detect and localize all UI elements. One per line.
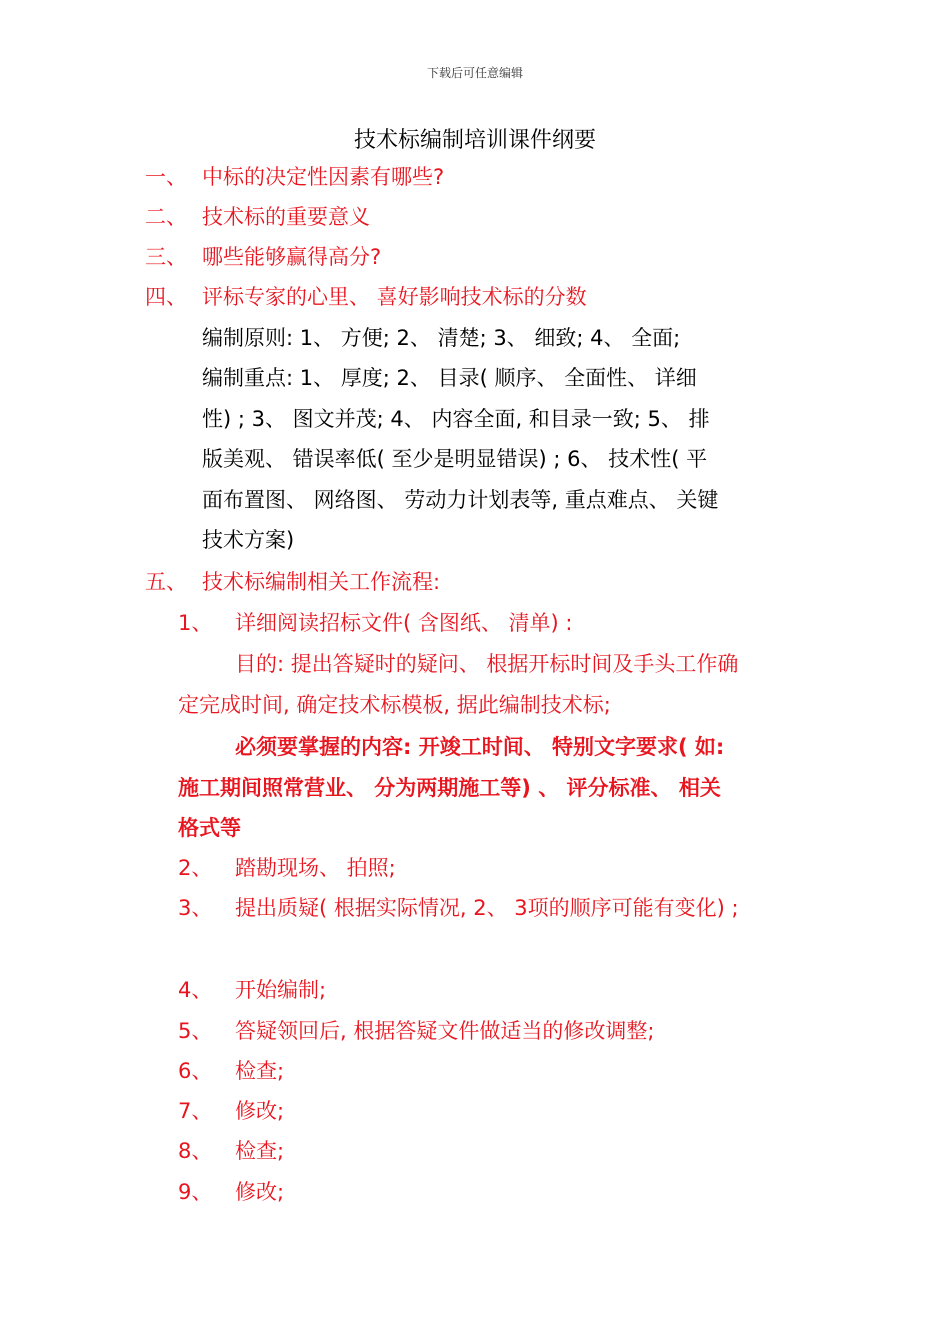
focus-line: 面布置图、 网络图、 劳动力计划表等, 重点难点、 关键 xyxy=(202,487,719,512)
section-heading: 技术标编制相关工作流程: xyxy=(202,570,441,594)
purpose-paragraph xyxy=(178,644,738,725)
step-text: 修改; xyxy=(235,1180,285,1204)
section-number: 一、 xyxy=(145,165,187,189)
section-heading: 评标专家的心里、 喜好影响技术标的分数 xyxy=(202,285,587,309)
purpose-line: 定完成时间, 确定技术标模板, 据此编制技术标; xyxy=(178,692,611,717)
focus-line: 编制重点: 1、 厚度; 2、 目录( 顺序、 全面性、 详细 xyxy=(202,366,697,390)
must-know-paragraph xyxy=(178,727,724,849)
must-know-line: 必须要掌握的内容: 开竣工时间、 特别文字要求( 如: xyxy=(235,735,725,759)
section-number: 四、 xyxy=(145,285,187,309)
step-text: 详细阅读招标文件( 含图纸、 清单) : xyxy=(235,611,573,635)
step-text: 检查; xyxy=(235,1139,285,1163)
step-text: 踏勘现场、 拍照; xyxy=(235,856,396,880)
step-number: 1、 xyxy=(178,611,213,635)
section-heading: 哪些能够赢得高分? xyxy=(202,245,382,269)
focus-line: 技术方案) xyxy=(202,528,295,552)
step-number: 7、 xyxy=(178,1099,213,1123)
step-number: 6、 xyxy=(178,1059,213,1083)
step-number: 9、 xyxy=(178,1180,213,1204)
focus-line: 版美观、 错误率低( 至少是明显错误) ; 6、 技术性( 平 xyxy=(202,447,708,471)
step-text: 答疑领回后, 根据答疑文件做适当的修改调整; xyxy=(235,1019,655,1043)
principles-line: 编制原则: 1、 方便; 2、 清楚; 3、 细致; 4、 全面; xyxy=(202,326,681,350)
section-number: 二、 xyxy=(145,205,187,229)
page-title: 技术标编制培训课件纲要 xyxy=(353,128,596,153)
page-header-note: 下载后可任意编辑 xyxy=(426,66,523,80)
step-text: 开始编制; xyxy=(235,978,327,1002)
focus-line: 性) ; 3、 图文并茂; 4、 内容全面, 和目录一致; 5、 排 xyxy=(202,406,710,431)
step-text: 修改; xyxy=(235,1099,285,1123)
section-number: 三、 xyxy=(145,245,187,269)
step-number: 5、 xyxy=(178,1019,213,1043)
step-number: 2、 xyxy=(178,856,213,880)
section-heading: 中标的决定性因素有哪些? xyxy=(202,165,445,189)
principles-paragraph xyxy=(202,318,680,359)
step-number: 4、 xyxy=(178,978,213,1002)
section-heading: 技术标的重要意义 xyxy=(202,205,370,229)
focus-paragraph xyxy=(202,358,718,561)
must-know-line: 格式等 xyxy=(178,816,241,840)
purpose-line: 目的: 提出答疑时的疑问、 根据开标时间及手头工作确 xyxy=(235,652,739,676)
step-text: 提出质疑( 根据实际情况, 2、 3项的顺序可能有变化) ; xyxy=(235,896,739,920)
step-number: 3、 xyxy=(178,896,213,920)
section-number: 五、 xyxy=(145,570,187,594)
must-know-line: 施工期间照常营业、 分为两期施工等) 、 评分标准、 相关 xyxy=(178,775,721,800)
step-text: 检查; xyxy=(235,1059,285,1083)
step-number: 8、 xyxy=(178,1139,213,1163)
